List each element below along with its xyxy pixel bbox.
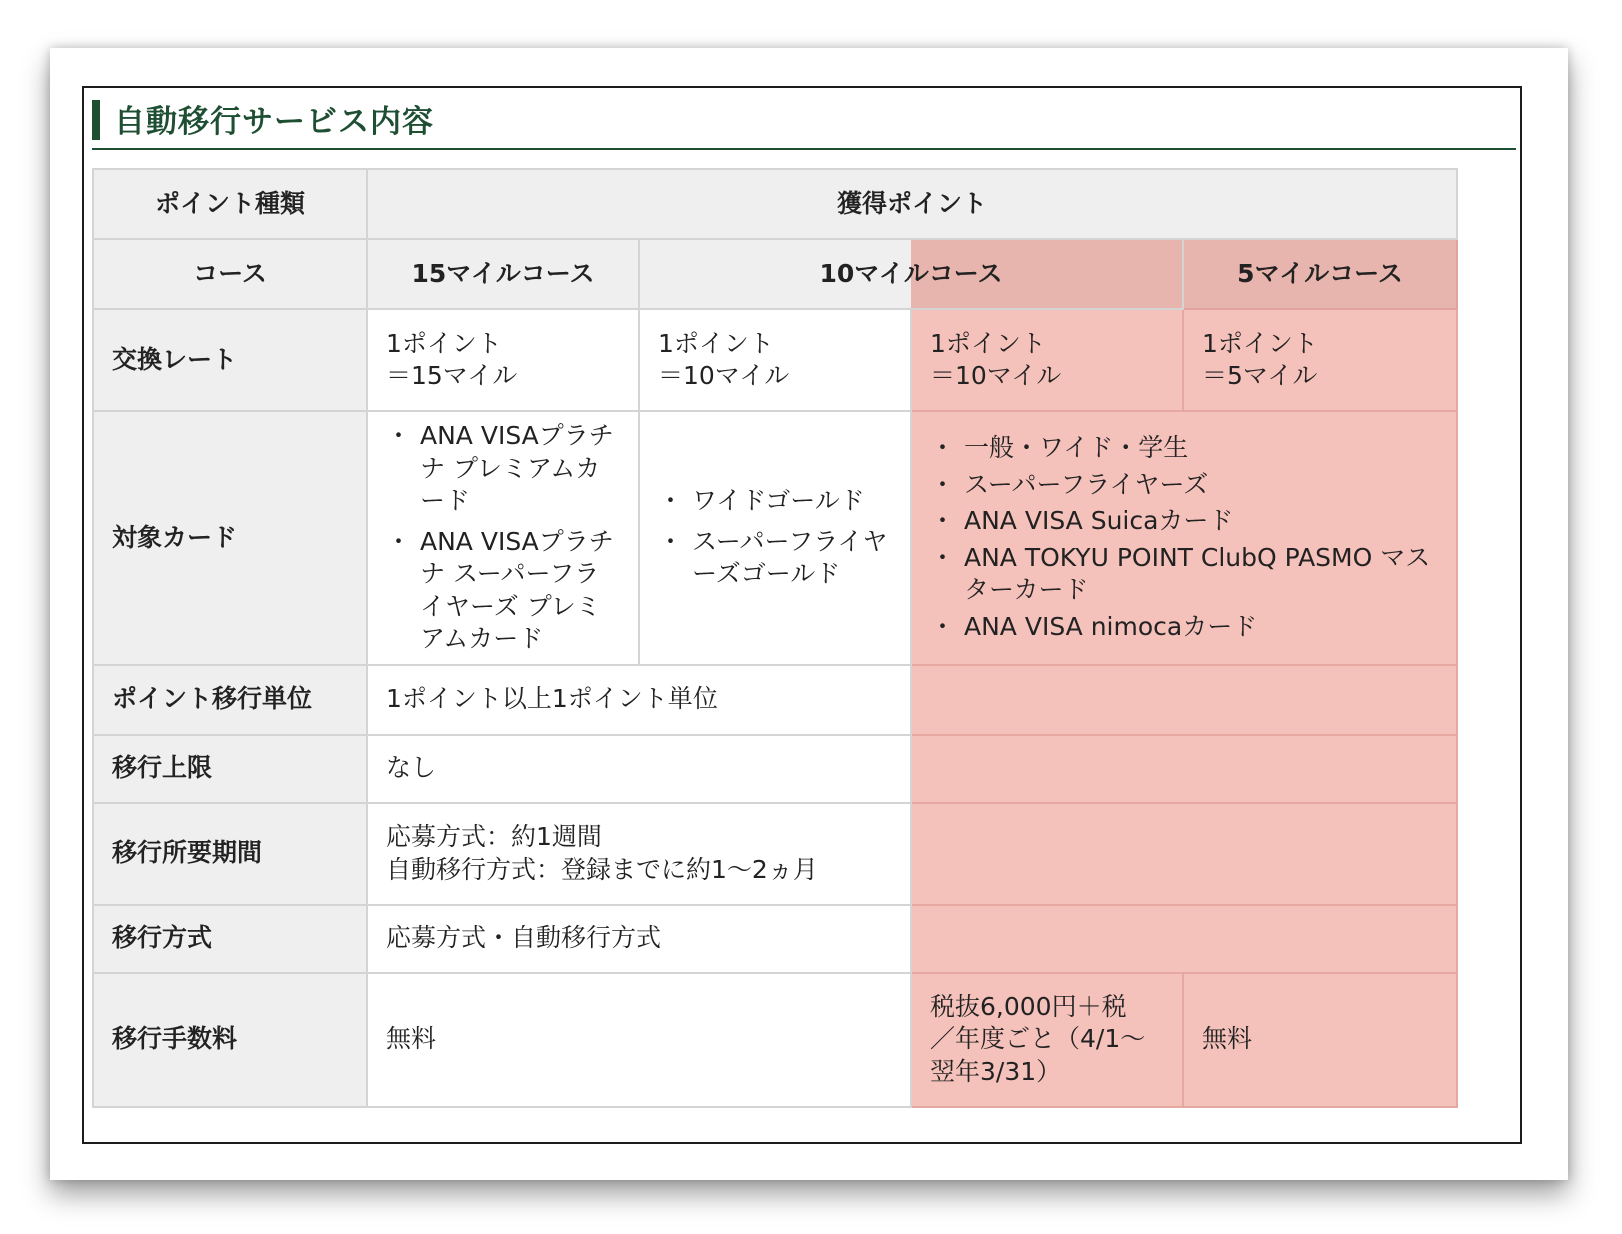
list-item: ・ ANA VISAプラチナ プレミアムカード [386,420,620,518]
transfer-method-value: 応募方式・自動移行方式 [367,905,911,973]
exchange-rate-label: 交換レート [93,309,367,411]
list-item: ・ ワイドゴールド [658,485,892,518]
earned-points-header: 獲得ポイント [367,169,1457,239]
list-item: ・ ANA TOKYU POINT ClubQ PASMO マスターカード [930,542,1438,607]
transfer-fee-free: 無料 [367,973,911,1107]
transfer-limit-highlight [911,735,1457,803]
exchange-rate-10a: 1ポイント ＝10マイル [639,309,911,411]
table-row [93,169,1457,239]
transfer-period-highlight [911,803,1457,905]
heading-accent-bar [92,100,100,140]
target-cards-15 [367,411,639,665]
exchange-rate-10b: 1ポイント ＝10マイル [911,309,1183,411]
transfer-method-label: 移行方式 [93,905,367,973]
transfer-limit-value: なし [367,735,911,803]
table-row [93,411,1457,665]
list-item: ・ スーパーフライヤーズゴールド [658,526,892,591]
target-cards-10b [911,411,1457,665]
table-row [93,973,1457,1107]
exchange-rate-15: 1ポイント ＝15マイル [367,309,639,411]
section-heading [92,92,1516,150]
transfer-period-value: 応募方式：約1週間 自動移行方式：登録までに約1～2ヵ月 [367,803,911,905]
course-5-header: 5マイルコース [1183,239,1457,309]
transfer-fee-5: 無料 [1183,973,1457,1107]
table-row [93,803,1457,905]
transfer-unit-value: 1ポイント以上1ポイント単位 [367,665,911,735]
transfer-unit-label: ポイント移行単位 [93,665,367,735]
list-item: ・ スーパーフライヤーズ [930,469,1438,502]
target-cards-label: 対象カード [93,411,367,665]
point-type-header: ポイント種類 [93,169,367,239]
transfer-unit-highlight [911,665,1457,735]
list-item: ・ ANA VISA nimocaカード [930,611,1438,644]
target-cards-10a [639,411,911,665]
content-frame [82,86,1522,1144]
course-10-header: 10マイルコース [639,239,1183,309]
transfer-fee-10b: 税抜6,000円＋税 ／年度ごと（4/1～ 翌年3/31） [911,973,1183,1107]
transfer-limit-label: 移行上限 [93,735,367,803]
table-row [93,239,1457,309]
service-table [92,168,1458,1108]
course-15-header: 15マイルコース [367,239,639,309]
table-row [93,665,1457,735]
exchange-rate-5: 1ポイント ＝5マイル [1183,309,1457,411]
transfer-method-highlight [911,905,1457,973]
transfer-period-label: 移行所要期間 [93,803,367,905]
list-item: ・ ANA VISAプラチナ スーパーフライヤーズ プレミアムカード [386,526,620,656]
list-item: ・ 一般・ワイド・学生 [930,432,1438,465]
section-title: 自動移行サービス内容 [114,104,434,140]
transfer-fee-label: 移行手数料 [93,973,367,1107]
course-header: コース [93,239,367,309]
table-row [93,735,1457,803]
list-item: ・ ANA VISA Suicaカード [930,505,1438,538]
table-row [93,905,1457,973]
table-row [93,309,1457,411]
